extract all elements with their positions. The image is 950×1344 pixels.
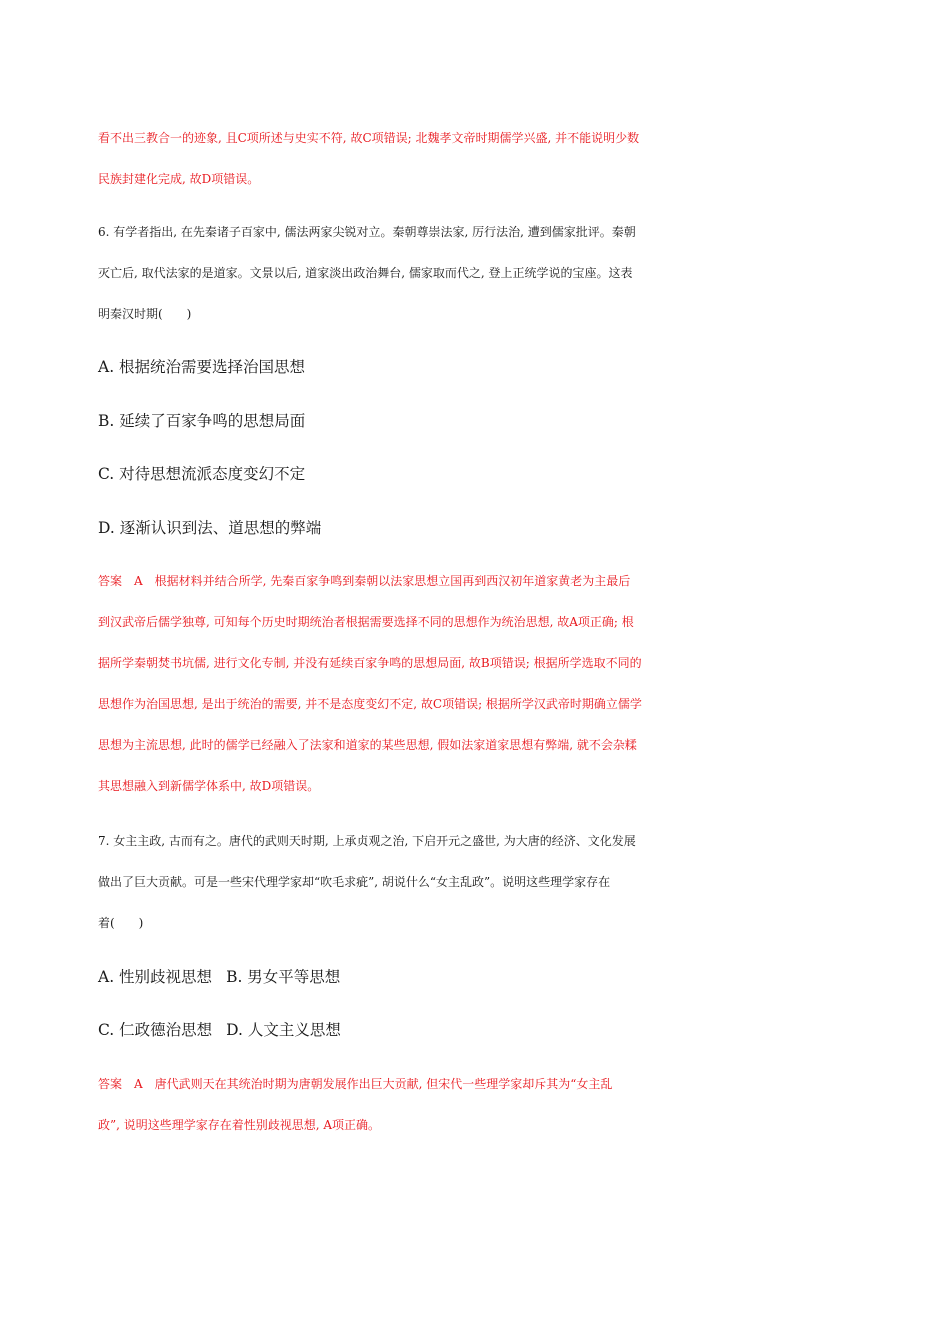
question-7-option-d: D. 人文主义思想 <box>226 1021 341 1039</box>
text-line: 着( ) <box>98 916 144 930</box>
text-line: 答案 A 唐代武则天在其统治时期为唐朝发展作出巨大贡献, 但宋代一些理学家却斥其为“女主乱 <box>98 1077 613 1091</box>
question-7-stem <box>98 821 858 944</box>
text-line: 思想作为治国思想, 是出于统治的需要, 并不是态度变幻不定, 故C项错误; 根据所学汉武帝时期确立儒学 <box>98 697 642 711</box>
question-7-option-c: C. 仁政德治思想 <box>98 1021 213 1039</box>
text-line: 6. 有学者指出, 在先秦诸子百家中, 儒法两家尖锐对立。秦朝尊崇法家, 厉行法治, 遭到儒家批评。秦朝 <box>98 225 636 239</box>
text-line: 明秦汉时期( ) <box>98 307 192 321</box>
text-line: 思想为主流思想, 此时的儒学已经融入了法家和道家的某些思想, 假如法家道家思想有弊端, 就不会杂糅 <box>98 738 637 752</box>
text-line: 答案 A 根据材料并结合所学, 先秦百家争鸣到秦朝以法家思想立国再到西汉初年道家黄老为主最后 <box>98 574 631 588</box>
question-7-option-a: A. 性别歧视思想 <box>98 968 213 986</box>
text-line: 政”, 说明这些理学家存在着性别歧视思想, A项正确。 <box>98 1118 381 1132</box>
text-line: 看不出三教合一的迹象, 且C项所述与史实不符, 故C项错误; 北魏孝文帝时期儒学兴盛, 并不能说明少数 <box>98 131 640 145</box>
question-6-option-a: A. 根据统治需要选择治国思想 <box>98 358 306 376</box>
question-6-option-c: C. 对待思想流派态度变幻不定 <box>98 465 306 483</box>
question-7-options-row-1 <box>98 957 340 998</box>
question-6-option-d: D. 逐渐认识到法、道思想的弊端 <box>98 519 322 537</box>
text-line: 做出了巨大贡献。可是一些宋代理学家却“吹毛求疵”, 胡说什么“女主乱政”。说明这些理学家存在 <box>98 875 611 889</box>
text-line: 到汉武帝后儒学独尊, 可知每个历史时期统治者根据需要选择不同的思想作为统治思想, 故A项正确; 根 <box>98 615 634 629</box>
question-6-stem <box>98 212 858 335</box>
previous-answer-continuation <box>98 118 858 200</box>
text-line: 民族封建化完成, 故D项错误。 <box>98 172 260 186</box>
question-6-answer <box>98 561 858 807</box>
text-line: 灭亡后, 取代法家的是道家。文景以后, 道家淡出政治舞台, 儒家取而代之, 登上正统学说的宝座。这表 <box>98 266 633 280</box>
question-7-answer <box>98 1064 858 1146</box>
question-6-option-b: B. 延续了百家争鸣的思想局面 <box>98 412 306 430</box>
question-7-option-b: B. 男女平等思想 <box>226 968 341 986</box>
question-7-options-row-2 <box>98 1010 341 1051</box>
text-line: 其思想融入到新儒学体系中, 故D项错误。 <box>98 779 320 793</box>
text-line: 据所学秦朝焚书坑儒, 进行文化专制, 并没有延续百家争鸣的思想局面, 故B项错误; 根据所学选取不同的 <box>98 656 642 670</box>
text-line: 7. 女主主政, 古而有之。唐代的武则天时期, 上承贞观之治, 下启开元之盛世, 为大唐的经济、文化发展 <box>98 834 636 848</box>
